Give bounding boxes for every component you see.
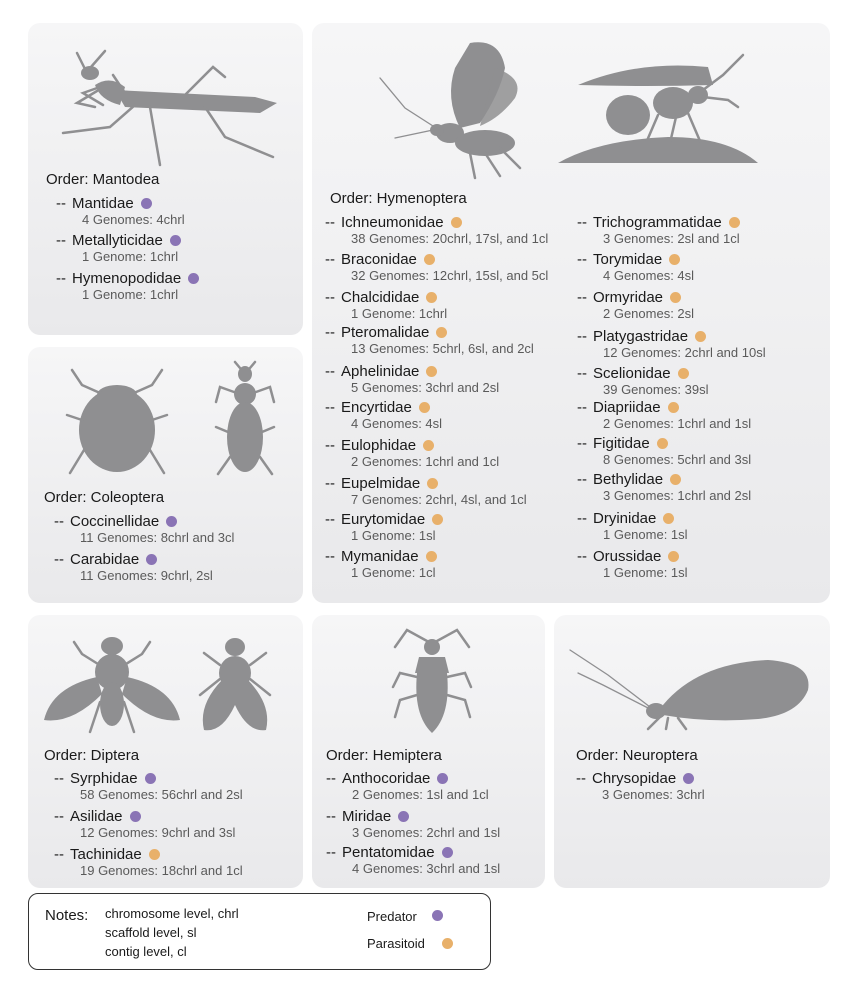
predator-dot-icon [145, 773, 156, 784]
genome-count: 3 Genomes: 2sl and 1cl [603, 231, 740, 246]
dash: -- [325, 475, 335, 492]
predator-dot-icon [146, 554, 157, 565]
family-name: Trichogrammatidae [593, 214, 722, 231]
dash: -- [325, 363, 335, 380]
dash: -- [577, 289, 587, 306]
genome-count: 32 Genomes: 12chrl, 15sl, and 5cl [351, 268, 549, 283]
family-name: Miridae [342, 808, 392, 825]
predator-dot-icon [442, 847, 453, 858]
legend-predator-label: Predator [367, 909, 417, 924]
dash: -- [577, 548, 587, 565]
ichneumon-wasp-silhouette-icon [375, 38, 525, 178]
order-title-hymenoptera: Order: Hymenoptera [330, 190, 467, 207]
family-entry [56, 270, 199, 302]
note-line: scaffold level, sl [105, 925, 197, 940]
family-name: Carabidae [70, 551, 140, 568]
dash: -- [577, 510, 587, 527]
dash: -- [54, 808, 64, 825]
genome-count: 1 Genome: 1sl [603, 565, 688, 580]
dash: -- [325, 289, 335, 306]
dash: -- [325, 437, 335, 454]
family-entry [577, 289, 694, 321]
family-name: Braconidae [341, 251, 417, 268]
genome-count: 4 Genomes: 4chrl [82, 212, 185, 227]
genome-count: 4 Genomes: 4sl [603, 268, 695, 283]
dash: -- [54, 770, 64, 787]
family-name: Scelionidae [593, 365, 671, 382]
dash: -- [577, 214, 587, 231]
genome-count: 3 Genomes: 1chrl and 2sl [603, 488, 752, 503]
family-entry [325, 511, 443, 543]
genome-count: 12 Genomes: 2chrl and 10sl [603, 345, 766, 360]
genome-count: 2 Genomes: 1sl and 1cl [352, 787, 489, 802]
family-entry [577, 251, 694, 283]
dash: -- [325, 251, 335, 268]
family-name: Eupelmidae [341, 475, 421, 492]
dash: -- [56, 195, 66, 212]
family-name: Torymidae [593, 251, 663, 268]
family-name: Metallyticidae [72, 232, 163, 249]
predator-dot-icon [683, 773, 694, 784]
family-entry [54, 551, 213, 583]
family-name: Hymenopodidae [72, 270, 182, 287]
dash: -- [56, 270, 66, 287]
family-entry [54, 770, 243, 802]
family-entry [577, 214, 740, 246]
family-name: Mantidae [72, 195, 134, 212]
genome-count: 2 Genomes: 2sl [603, 306, 695, 321]
family-name: Anthocoridae [342, 770, 431, 787]
parasitoid-dot-icon [670, 292, 681, 303]
predator-dot-icon [437, 773, 448, 784]
family-name: Ichneumonidae [341, 214, 444, 231]
genome-count: 1 Genome: 1chrl [351, 306, 448, 321]
family-entry [577, 399, 751, 431]
family-entry [326, 844, 500, 876]
order-title-diptera: Order: Diptera [44, 747, 140, 764]
genome-count: 39 Genomes: 39sl [603, 382, 709, 397]
genome-count: 1 Genome: 1sl [351, 528, 436, 543]
family-entry [577, 548, 688, 580]
family-entry [325, 475, 527, 507]
parasitoid-dot-icon [426, 292, 437, 303]
hoverfly-silhouette-icon [42, 632, 182, 737]
parasitoid-dot-icon [663, 513, 674, 524]
true-bug-silhouette-icon [385, 625, 480, 735]
predator-dot-icon [170, 235, 181, 246]
parasitoid-dot-icon [668, 551, 679, 562]
mantis-silhouette-icon [55, 45, 285, 165]
ladybug-silhouette-icon [62, 365, 172, 480]
dash: -- [325, 511, 335, 528]
predator-dot-icon [130, 811, 141, 822]
family-entry [56, 232, 181, 264]
family-entry [326, 770, 489, 802]
parasitoid-dot-icon [695, 331, 706, 342]
family-name: Asilidae [70, 808, 123, 825]
genome-count: 11 Genomes: 9chrl, 2sl [80, 568, 213, 583]
order-title-hemiptera: Order: Hemiptera [326, 747, 442, 764]
dash: -- [54, 551, 64, 568]
family-name: Ormyridae [593, 289, 664, 306]
family-name: Chrysopidae [592, 770, 677, 787]
predator-dot-icon [432, 910, 443, 921]
genome-count: 7 Genomes: 2chrl, 4sl, and 1cl [351, 492, 527, 507]
predator-dot-icon [141, 198, 152, 209]
genome-count: 38 Genomes: 20chrl, 17sl, and 1cl [351, 231, 549, 246]
note-line: chromosome level, chrl [105, 906, 239, 921]
dash: -- [577, 328, 587, 345]
genome-count: 4 Genomes: 3chrl and 1sl [352, 861, 501, 876]
order-title-mantodea: Order: Mantodea [46, 171, 160, 188]
parasitoid-dot-icon [657, 438, 668, 449]
family-name: Platygastridae [593, 328, 689, 345]
dash: -- [577, 399, 587, 416]
dash: -- [326, 844, 336, 861]
dash: -- [576, 770, 586, 787]
dash: -- [577, 435, 587, 452]
genome-count: 58 Genomes: 56chrl and 2sl [80, 787, 243, 802]
order-title-neuroptera: Order: Neuroptera [576, 747, 698, 764]
family-entry [56, 195, 185, 227]
parasitoid-dot-icon [451, 217, 462, 228]
dash: -- [326, 808, 336, 825]
family-entry [325, 363, 499, 395]
family-entry [54, 808, 235, 840]
parasitoid-dot-icon [432, 514, 443, 525]
genome-count: 5 Genomes: 3chrl and 2sl [351, 380, 500, 395]
parasitoid-dot-icon [427, 478, 438, 489]
family-name: Dryinidae [593, 510, 657, 527]
family-name: Syrphidae [70, 770, 138, 787]
genome-count: 1 Genome: 1cl [351, 565, 436, 580]
family-entry [577, 328, 766, 360]
parasitoid-dot-icon [670, 474, 681, 485]
parasitoid-dot-icon [442, 938, 453, 949]
family-entry [577, 435, 751, 467]
note-line: contig level, cl [105, 944, 187, 959]
family-name: Encyrtidae [341, 399, 412, 416]
genome-count: 1 Genome: 1chrl [82, 249, 179, 264]
family-entry [326, 808, 500, 840]
parasitoid-dot-icon [426, 366, 437, 377]
dash: -- [56, 232, 66, 249]
genome-count: 2 Genomes: 1chrl and 1sl [603, 416, 752, 431]
family-name: Bethylidae [593, 471, 664, 488]
family-entry [577, 510, 688, 542]
parasitoid-dot-icon [436, 327, 447, 338]
family-entry [54, 846, 243, 878]
family-name: Mymanidae [341, 548, 419, 565]
legend-parasitoid-label: Parasitoid [367, 936, 425, 951]
family-name: Figitidae [593, 435, 650, 452]
genome-count: 13 Genomes: 5chrl, 6sl, and 2cl [351, 341, 534, 356]
dash: -- [326, 770, 336, 787]
parasitoid-dot-icon [426, 551, 437, 562]
genome-count: 4 Genomes: 4sl [351, 416, 443, 431]
family-entry [325, 251, 548, 283]
genome-count: 19 Genomes: 18chrl and 1cl [80, 863, 243, 878]
dash: -- [325, 548, 335, 565]
parasitoid-dot-icon [419, 402, 430, 413]
dash: -- [54, 846, 64, 863]
family-name: Eurytomidae [341, 511, 426, 528]
dash: -- [325, 399, 335, 416]
family-name: Orussidae [593, 548, 662, 565]
genome-count: 1 Genome: 1sl [603, 527, 688, 542]
family-entry [577, 471, 751, 503]
family-entry [325, 548, 437, 580]
parasitoid-dot-icon [149, 849, 160, 860]
family-name: Aphelinidae [341, 363, 420, 380]
dash: -- [577, 471, 587, 488]
notes-box [28, 893, 491, 970]
genome-count: 2 Genomes: 1chrl and 1cl [351, 454, 500, 469]
predator-dot-icon [166, 516, 177, 527]
family-entry [577, 365, 709, 397]
ground-beetle-silhouette-icon [210, 362, 280, 477]
family-entry [325, 324, 534, 356]
family-name: Diapriidae [593, 399, 661, 416]
house-fly-silhouette-icon [190, 635, 280, 735]
parasitoid-dot-icon [669, 254, 680, 265]
genome-count: 3 Genomes: 2chrl and 1sl [352, 825, 501, 840]
family-entry [576, 770, 705, 802]
dash: -- [577, 365, 587, 382]
genome-count: 12 Genomes: 9chrl and 3sl [80, 825, 236, 840]
family-name: Pentatomidae [342, 844, 435, 861]
family-entry [325, 214, 548, 246]
predator-dot-icon [188, 273, 199, 284]
dash: -- [54, 513, 64, 530]
family-entry [54, 513, 234, 545]
parasitoid-dot-icon [424, 254, 435, 265]
genome-count: 11 Genomes: 8chrl and 3cl [80, 530, 235, 545]
dash: -- [577, 251, 587, 268]
family-name: Chalcididae [341, 289, 420, 306]
family-entry [325, 289, 447, 321]
parasitoid-dot-icon [729, 217, 740, 228]
genome-count: 1 Genome: 1chrl [82, 287, 179, 302]
genome-count: 8 Genomes: 5chrl and 3sl [603, 452, 752, 467]
parasitoid-dot-icon [668, 402, 679, 413]
family-entry [325, 399, 442, 431]
parasitoid-dot-icon [678, 368, 689, 379]
notes-title: Notes: [45, 907, 89, 924]
family-name: Tachinidae [70, 846, 142, 863]
genome-count: 3 Genomes: 3chrl [602, 787, 705, 802]
parasitoid-dot-icon [423, 440, 434, 451]
sawfly-wasp-silhouette-icon [558, 45, 758, 170]
family-entry [325, 437, 499, 469]
family-name: Pteromalidae [341, 324, 430, 341]
order-title-coleoptera: Order: Coleoptera [44, 489, 165, 506]
lacewing-silhouette-icon [568, 645, 813, 730]
family-name: Coccinellidae [70, 513, 160, 530]
dash: -- [325, 214, 335, 231]
dash: -- [325, 324, 335, 341]
family-name: Eulophidae [341, 437, 417, 454]
predator-dot-icon [398, 811, 409, 822]
